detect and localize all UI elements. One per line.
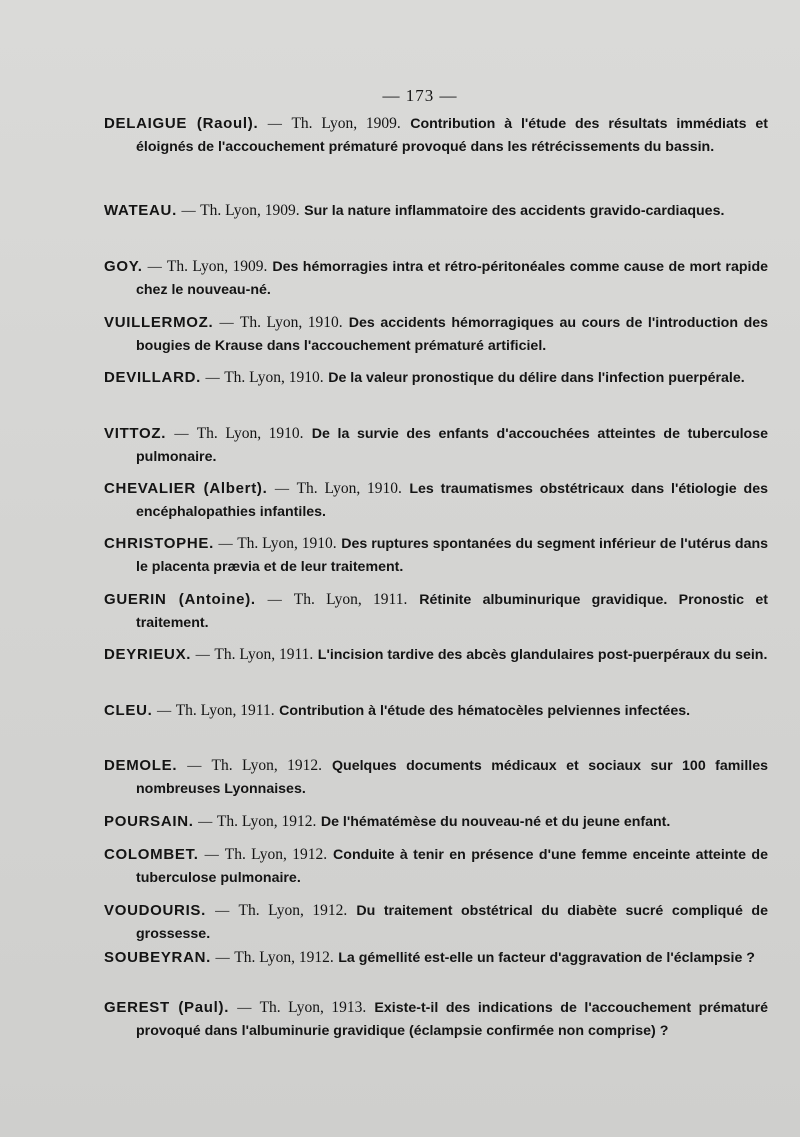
entry-thesis: Th. Lyon, 1909.: [200, 202, 300, 219]
entry-author: COLOMBET.: [104, 846, 199, 863]
entry-title: Contribution à l'étude des résultats immédiats et éloignés de l'accouchement prématuré provoqué dans les rétrécissements du bassin.: [136, 116, 768, 155]
entry-thesis: Th. Lyon, 1913.: [259, 999, 367, 1016]
entry-author: POURSAIN.: [104, 813, 194, 830]
entry-title: Contribution à l'étude des hématocèles pelviennes infectées.: [279, 703, 691, 719]
entry-title: De l'hématémèse du nouveau-né et du jeune enfant.: [320, 814, 671, 830]
page-number: — 173 —: [382, 86, 458, 105]
entry-author: CHRISTOPHE.: [104, 535, 214, 552]
entry-title: Des hémorragies intra et rétro-péritonéales comme cause de mort rapide chez le nouveau-né.: [136, 259, 769, 298]
entry-author: SOUBEYRAN.: [104, 949, 212, 966]
bibliography-entry-devillard: DEVILLARD. — Th. Lyon, 1910. De la valeur pronostique du délire dans l'infection puerpérale.: [104, 369, 745, 386]
entry-thesis: Th. Lyon, 1912.: [216, 813, 317, 830]
bibliography-entry-cleu: CLEU. — Th. Lyon, 1911. Contribution à l'étude des hématocèles pelviennes infectées.: [104, 702, 691, 719]
entry-thesis: Th. Lyon, 1910.: [239, 314, 343, 331]
entry-thesis: Th. Lyon, 1911.: [175, 702, 275, 719]
entry-title: L'incision tardive des abcès glandulaires post-puerpéraux du sein.: [317, 647, 768, 663]
entry-title: Existe-t-il des indications de l'accouchement prématuré provoqué dans l'albuminurie gravidique (éclampsie confirmée non comprise) ?: [136, 1000, 769, 1039]
entry-title: Sur la nature inflammatoire des accidents gravido-cardiaques.: [304, 203, 725, 219]
bibliography-entry-voudouris: VOUDOURIS. — Th. Lyon, 1912. Du traitement obstétrical du diabète sucré compliqué de grossesse.: [104, 902, 768, 942]
entry-title: Des ruptures spontanées du segment inférieur de l'utérus dans le placenta prævia et de leur traitement.: [136, 536, 769, 575]
entry-author: GEREST (Paul).: [104, 999, 230, 1016]
entry-thesis: Th. Lyon, 1911.: [293, 591, 408, 608]
bibliography-entry-deyrieux: DEYRIEUX. — Th. Lyon, 1911. L'incision tardive des abcès glandulaires post-puerpéraux du sein.: [104, 646, 768, 663]
entry-thesis: Th. Lyon, 1910.: [224, 369, 324, 386]
entry-title: La gémellité est-elle un facteur d'aggravation de l'éclampsie ?: [338, 950, 755, 966]
entry-title: De la valeur pronostique du délire dans l'infection puerpérale.: [328, 370, 745, 386]
bibliography-entry-guerin: GUERIN (Antoine). — Th. Lyon, 1911. Rétinite albuminurique gravidique. Pronostic et traitement.: [104, 591, 768, 631]
entry-title: Rétinite albuminurique gravidique. Pronostic et traitement.: [136, 592, 768, 631]
entry-thesis: Th. Lyon, 1909.: [166, 258, 268, 275]
entry-author: VUILLERMOZ.: [104, 314, 214, 331]
bibliography-entry-chevalier: CHEVALIER (Albert). — Th. Lyon, 1910. Les traumatismes obstétricaux dans l'étiologie des encéphalopathies infantiles.: [104, 480, 768, 520]
bibliography-entry-vittoz: VITTOZ. — Th. Lyon, 1910. De la survie des enfants d'accouchées atteintes de tuberculose pulmonaire.: [104, 425, 769, 465]
entry-author: WATEAU.: [104, 202, 177, 219]
entry-author: CHEVALIER (Albert).: [104, 480, 268, 497]
entry-author: DEYRIEUX.: [104, 646, 192, 663]
bibliography-entry-goy: GOY. — Th. Lyon, 1909. Des hémorragies intra et rétro-péritonéales comme cause de mort rapide chez le nouveau-né.: [104, 258, 769, 298]
bibliography-entry-vuillermoz: VUILLERMOZ. — Th. Lyon, 1910. Des accidents hémorragiques au cours de l'introduction des bougies de Krause dans l'accouchement prématuré artificiel.: [104, 314, 769, 354]
entry-title: Des accidents hémorragiques au cours de l'introduction des bougies de Krause dans l'accouchement prématuré artificiel.: [136, 315, 769, 354]
entry-title: De la survie des enfants d'accouchées atteintes de tuberculose pulmonaire.: [136, 426, 769, 465]
entry-author: DEMOLE.: [104, 757, 178, 774]
bibliography-entry-poursain: POURSAIN. — Th. Lyon, 1912. De l'hématémèse du nouveau-né et du jeune enfant.: [104, 813, 671, 830]
entry-thesis: Th. Lyon, 1912.: [211, 757, 322, 774]
bibliography-entry-demole: DEMOLE. — Th. Lyon, 1912. Quelques documents médicaux et sociaux sur 100 familles nombreuses Lyonnaises.: [104, 757, 769, 797]
entry-author: GUERIN (Antoine).: [104, 591, 256, 608]
entry-title: Conduite à tenir en présence d'une femme enceinte atteinte de tuberculose pulmonaire.: [136, 847, 768, 886]
bibliography-entry-soubeyran: SOUBEYRAN. — Th. Lyon, 1912. La gémellité est-elle un facteur d'aggravation de l'éclampsie ?: [104, 949, 755, 966]
entry-author: CLEU.: [104, 702, 153, 719]
bibliography-entry-wateau: WATEAU. — Th. Lyon, 1909. Sur la nature inflammatoire des accidents gravido-cardiaques.: [104, 202, 725, 219]
bibliography-entry-colombet: COLOMBET. — Th. Lyon, 1912. Conduite à tenir en présence d'une femme enceinte atteinte de tuberculose pulmonaire.: [104, 846, 768, 886]
entry-thesis: Th. Lyon, 1911.: [214, 646, 314, 663]
entry-thesis: Th. Lyon, 1912.: [234, 949, 334, 966]
entry-title: Les traumatismes obstétricaux dans l'étiologie des encéphalopathies infantiles.: [136, 481, 768, 520]
entry-thesis: Th. Lyon, 1910.: [237, 535, 337, 552]
entry-author: DEVILLARD.: [104, 369, 201, 386]
entry-author: DELAIGUE (Raoul).: [104, 115, 259, 132]
entry-thesis: Th. Lyon, 1910.: [296, 480, 402, 497]
entry-thesis: Th. Lyon, 1910.: [196, 425, 304, 442]
bibliography-entry-gerest: GEREST (Paul). — Th. Lyon, 1913. Existe-t-il des indications de l'accouchement prématuré provoqué dans l'albuminurie gravidique (éclampsie confirmée non comprise) ?: [104, 999, 769, 1039]
entry-title: Du traitement obstétrical du diabète sucré compliqué de grossesse.: [136, 903, 768, 942]
entry-author: VITTOZ.: [104, 425, 167, 442]
entry-thesis: Th. Lyon, 1912.: [238, 902, 348, 919]
entry-thesis: Th. Lyon, 1912.: [224, 846, 328, 863]
entry-title: Quelques documents médicaux et sociaux sur 100 familles nombreuses Lyonnaises.: [136, 758, 769, 797]
entry-author: VOUDOURIS.: [104, 902, 207, 919]
bibliography-entry-delaigue: DELAIGUE (Raoul). — Th. Lyon, 1909. Contribution à l'étude des résultats immédiats et éloignés de l'accouchement prématuré provoqué dans les rétrécissements du bassin.: [104, 115, 768, 155]
entry-thesis: Th. Lyon, 1909.: [291, 115, 401, 132]
entry-author: GOY.: [104, 258, 143, 275]
bibliography-entry-christophe: CHRISTOPHE. — Th. Lyon, 1910. Des ruptures spontanées du segment inférieur de l'utérus dans le placenta prævia et de leur traitement.: [104, 535, 769, 575]
